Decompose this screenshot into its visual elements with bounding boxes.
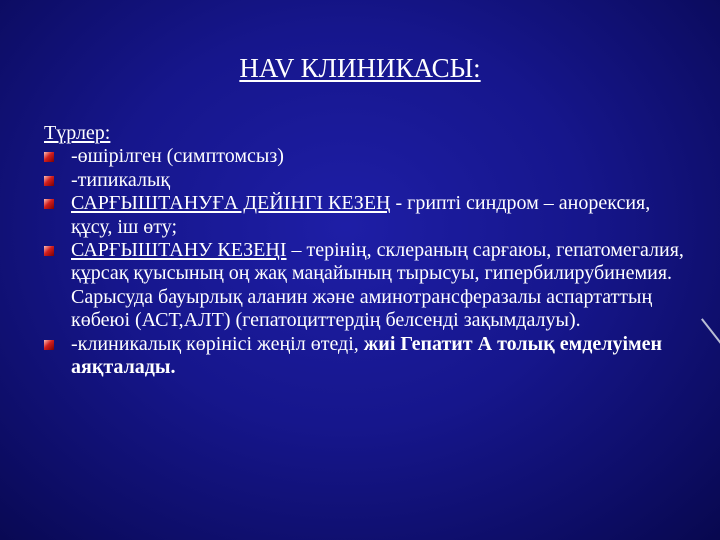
item-text: -өшірілген (симптомсыз) [71,145,284,168]
type-list [44,145,684,379]
square-bullet-icon [44,199,54,209]
item-emphasis: САРҒЫШТАНУ КЕЗЕҢІ [71,239,287,262]
list-item [44,169,684,192]
list-item [44,333,684,380]
square-bullet-icon [44,176,54,186]
item-text: – терінің, склераның сарғаюы, гепатомегалия, құрсақ қуысының оң жақ маңайының тырысуы, гипербилирубинемия. Сарысуда бауырлық аланин және аминотрансферазалы аспартаттың көбеюі (АСТ,АЛТ) (гепатоциттердің белсенді зақымдалуы). [71,239,684,332]
square-bullet-icon [44,340,54,350]
decorative-line [701,318,720,350]
square-bullet-icon [44,152,54,162]
slide-content [44,122,684,379]
item-text: -типикалық [71,168,171,191]
types-label: Түрлер: [44,122,111,144]
item-emphasis: САРҒЫШТАНУҒА ДЕЙІНГІ КЕЗЕҢ [71,192,391,215]
item-text: - грипті синдром – анорексия, құсу, іш өту; [71,192,651,238]
item-bold-text: жиі Гепатит А толық емделуімен аяқталады. [71,332,663,379]
list-item [44,192,684,239]
item-text: -клиникалық көрінісі жеңіл өтеді, [71,332,359,355]
list-item [44,145,684,168]
square-bullet-icon [44,246,54,256]
slide-title: HAV КЛИНИКАСЫ: [239,53,481,83]
list-item [44,239,684,333]
